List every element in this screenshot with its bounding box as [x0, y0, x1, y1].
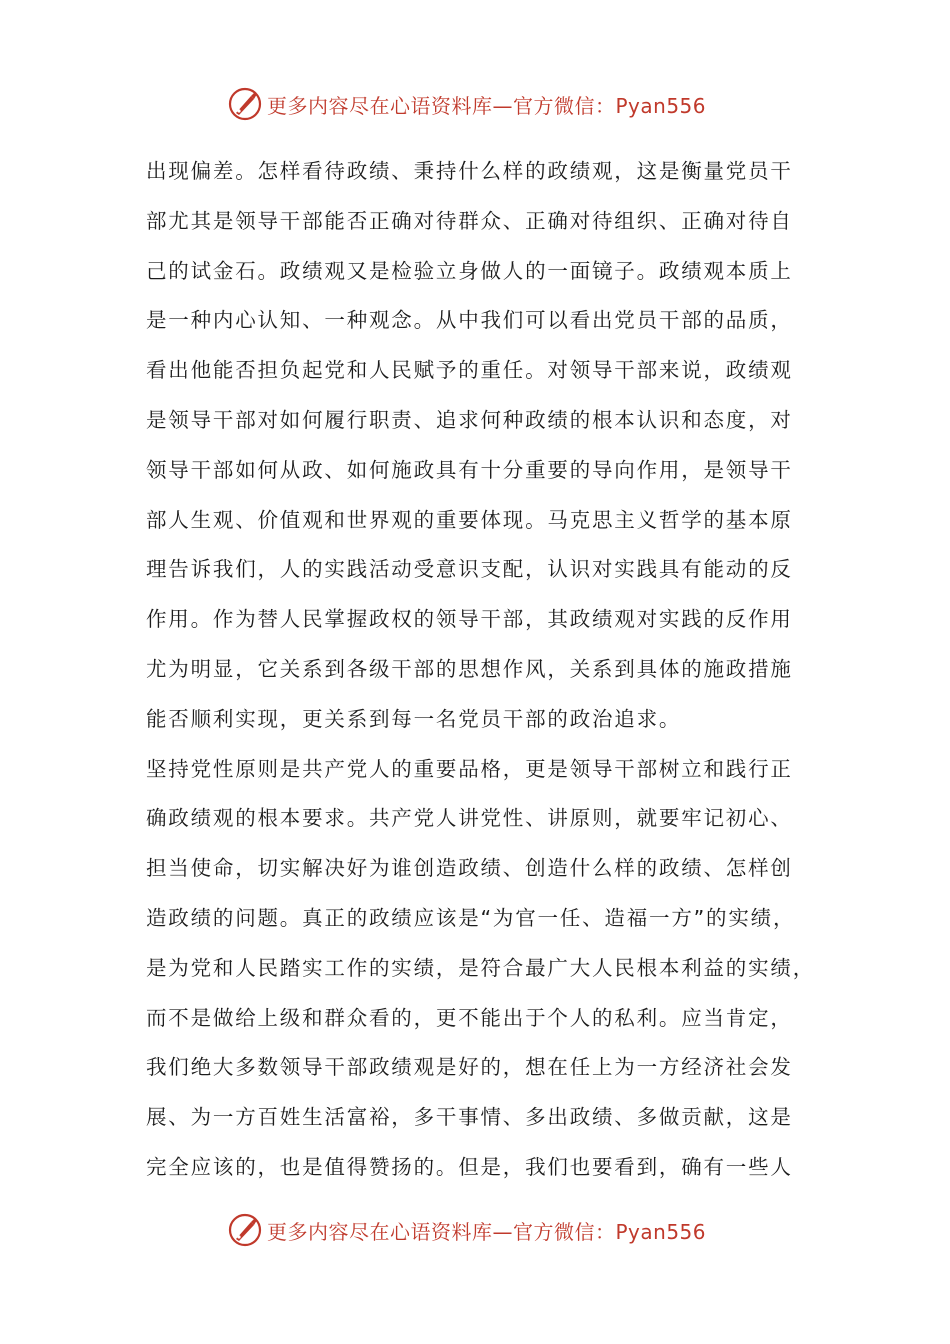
body-line: 领导干部如何从政、如何施政具有十分重要的导向作用，是领导干 — [146, 457, 793, 482]
body-line: 部尤其是领导干部能否正确对待群众、正确对待组织、正确对待自 — [146, 208, 793, 233]
footer-banner — [227, 1212, 747, 1248]
body-line: 是为党和人民踏实工作的实绩，是符合最广大人民根本利益的实绩， — [146, 955, 815, 980]
body-line: 尤为明显，它关系到各级干部的思想作风，关系到具体的施政措施 — [146, 656, 793, 681]
body-line: 是一种内心认知、一种观念。从中我们可以看出党员干部的品质， — [146, 308, 793, 333]
body-line: 理告诉我们，人的实践活动受意识支配，认识对实践具有能动的反 — [146, 557, 793, 582]
body-line: 展、为一方百姓生活富裕，多干事情、多出政绩、多做贡献，这是 — [146, 1105, 793, 1130]
body-line: 完全应该的，也是值得赞扬的。但是，我们也要看到，确有一些人 — [146, 1154, 793, 1179]
banner-text: 更多内容尽在心语资料库—官方微信：Pyan556 — [267, 1219, 707, 1244]
body-line: 担当使命，切实解决好为谁创造政绩、创造什么样的政绩、怎样创 — [146, 856, 793, 881]
body-line: 己的试金石。政绩观又是检验立身做人的一面镜子。政绩观本质上 — [146, 258, 793, 283]
body-line: 坚持党性原则是共产党人的重要品格，更是领导干部树立和践行正 — [146, 756, 793, 781]
body-line: 看出他能否担负起党和人民赋予的重任。对领导干部来说，政绩观 — [146, 358, 793, 383]
body-line: 造政绩的问题。真正的政绩应该是“为官一任、造福一方”的实绩， — [146, 905, 796, 930]
header-banner — [227, 86, 747, 122]
body-line: 出现偏差。怎样看待政绩、秉持什么样的政绩观，这是衡量党员干 — [146, 159, 793, 183]
body-line: 是领导干部对如何履行职责、追求何种政绩的根本认识和态度，对 — [146, 407, 793, 432]
document-body — [146, 147, 816, 1193]
body-line: 确政绩观的根本要求。共产党人讲党性、讲原则，就要牢记初心、 — [146, 806, 793, 831]
banner-text: 更多内容尽在心语资料库—官方微信：Pyan556 — [267, 93, 707, 118]
pen-nib-logo-icon — [227, 86, 263, 122]
pen-nib-logo-icon — [227, 1212, 263, 1248]
body-line: 部人生观、价值观和世界观的重要体现。马克思主义哲学的基本原 — [146, 507, 793, 532]
body-line: 作用。作为替人民掌握政权的领导干部，其政绩观对实践的反作用 — [146, 607, 793, 632]
body-line: 而不是做给上级和群众看的，更不能出于个人的私利。应当肯定， — [146, 1005, 793, 1030]
body-line: 我们绝大多数领导干部政绩观是好的，想在任上为一方经济社会发 — [146, 1055, 793, 1080]
body-line: 能否顺利实现，更关系到每一名党员干部的政治追求。 — [146, 706, 682, 731]
